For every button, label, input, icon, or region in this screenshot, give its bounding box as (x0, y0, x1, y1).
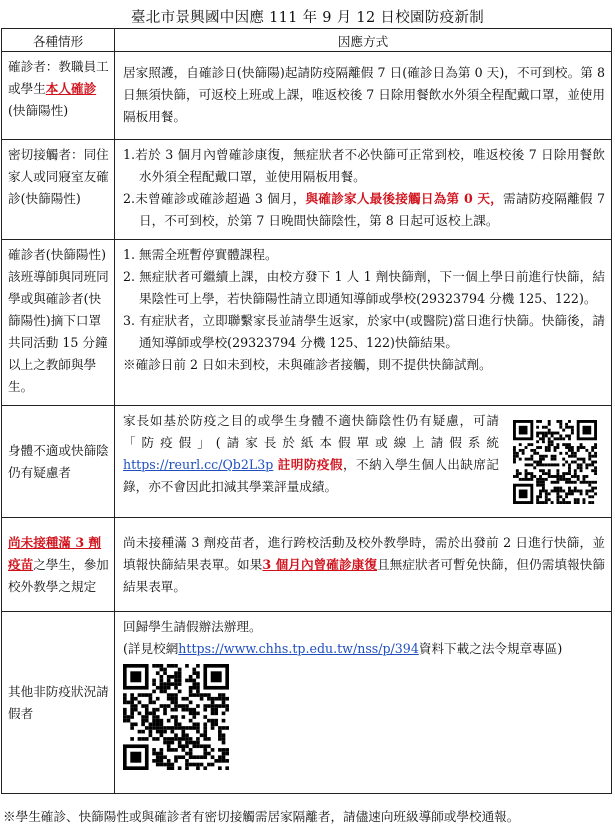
response-cell (115, 140, 612, 240)
situation-cell (2, 52, 115, 140)
response-text-post: ，不納入學生個人出缺席記錄，亦不會因此扣減其學業評量成績。 (123, 457, 499, 494)
response-cell (115, 612, 612, 794)
table-row (2, 612, 612, 794)
situation-highlight: 本人確診 (45, 81, 97, 96)
situation-text: 其他非防疫狀況請假者 (8, 683, 109, 721)
situation-cell (2, 612, 115, 794)
school-website-link[interactable]: https://www.chhs.tp.edu.tw/nss/p/394 (178, 641, 419, 656)
response-text: 尚未接種滿 3 劑疫苗者，進行跨校活動及校外教學時，需於出發前 2 日進行快篩，並填報快篩結果表單。如果 (123, 534, 605, 572)
situation-text: 確診者：教職員工或學生 (8, 59, 109, 96)
situation-cell (2, 518, 115, 612)
response-item-2: 2.未曾確診或確診超過 3 個月，與確診家人最後接觸日為第 0 天，需請防疫隔離假 7 日，不可到校，於第 7 日晚間快篩陰性，第 8 日起可返校上課。 (123, 191, 605, 228)
response-text: 家長如基於防疫之目的或學生身體不適快篩陰性仍有疑慮，可請「防疫假」(請家長於紙本假單或線上請假系統 (123, 413, 499, 450)
response-note: ※確診日前 2 日如未到校，未與確診者接觸，則不提供快篩試劑。 (123, 357, 492, 372)
leave-system-link[interactable]: https://reurl.cc/Qb2L3p (123, 457, 274, 472)
response-item-1: 1. 無需全班暫停實體課程。 (123, 247, 278, 262)
footnote: ※學生確診、快篩陽性或與確診者有密切接觸需居家隔離者，請儘速向班級導師或學校通報。 (3, 809, 520, 824)
situation-text: 確診者(快篩陽性)該班導師與同班同學或與確診者(快篩陽性)摘下口罩共同活動 15 分鐘以上之教師與學生。 (8, 247, 109, 394)
situation-text: 之學生，參加校外教學之規定 (8, 556, 109, 594)
situation-highlight: 尚未接種滿 3 劑疫苗 (8, 534, 102, 572)
response-cell (115, 406, 612, 518)
response-line-2: (詳見校網https://www.chhs.tp.edu.tw/nss/p/394資料下載之法令規章專區) (123, 641, 563, 656)
situation-cell (2, 406, 115, 518)
response-cell (115, 518, 612, 612)
response-item-3: 3. 有症狀者，立即聯繫家長並請學生返家，於家中(或醫院)當日進行快篩。快篩後，請通知導師或學校(29323794 分機 125、122)快篩結果。 (123, 313, 605, 350)
situation-text: 身體不適或快篩陰仍有疑慮者 (8, 442, 109, 480)
response-highlight: 與確診家人最後接觸日為第 0 天， (305, 191, 503, 206)
situation-cell (2, 140, 115, 240)
situation-cell (2, 240, 115, 406)
table-row (2, 140, 612, 240)
table-header-row (2, 29, 612, 52)
page-title: 臺北市景興國中因應 111 年 9 月 12 日校園防疫新制 (130, 10, 484, 26)
qr-code-icon (513, 420, 597, 504)
response-highlight: 註明防疫假 (277, 457, 343, 472)
header-response: 因應方式 (115, 29, 612, 52)
response-highlight: 3 個月內曾確診康復 (262, 556, 377, 572)
header-situation: 各種情形 (2, 29, 115, 52)
policy-table (1, 28, 612, 794)
qr-code-icon (123, 664, 229, 770)
response-cell (115, 52, 612, 140)
response-text: 居家照護，自確診日(快篩陽)起請防疫隔離假 7 日(確診日為第 0 天)，不可到校。第 8 日無須快篩，可返校上班或上課，唯返校後 7 日除用餐飲水外須全程配戴口罩，並使用隔板用餐。 (123, 65, 605, 124)
response-line-1: 回歸學生請假辦法辦理。 (123, 619, 262, 634)
response-item-1: 1.若於 3 個月內曾確診康復，無症狀者不必快篩可正常到校，唯返校後 7 日除用餐飲水外須全程配戴口罩，並使用隔板用餐。 (123, 147, 605, 184)
table-row (2, 240, 612, 406)
response-text-post: 且無症狀者可暫免快篩，但仍需填報快篩結果表單。 (123, 556, 606, 594)
response-cell (115, 240, 612, 406)
table-row (2, 406, 612, 518)
table-row (2, 518, 612, 612)
response-item-2: 2. 無症狀者可繼續上課，由校方發下 1 人 1 劑快篩劑，下一個上學日前進行快篩，結果陰性可上學，若快篩陽性請立即通知導師或學校(29323794 分機 125、122)。 (123, 269, 605, 306)
situation-text: 密切接觸者：同住家人或同寢室友確診(快篩陽性) (8, 147, 109, 206)
table-row (2, 52, 612, 140)
situation-text-post: (快篩陽性) (8, 103, 69, 118)
